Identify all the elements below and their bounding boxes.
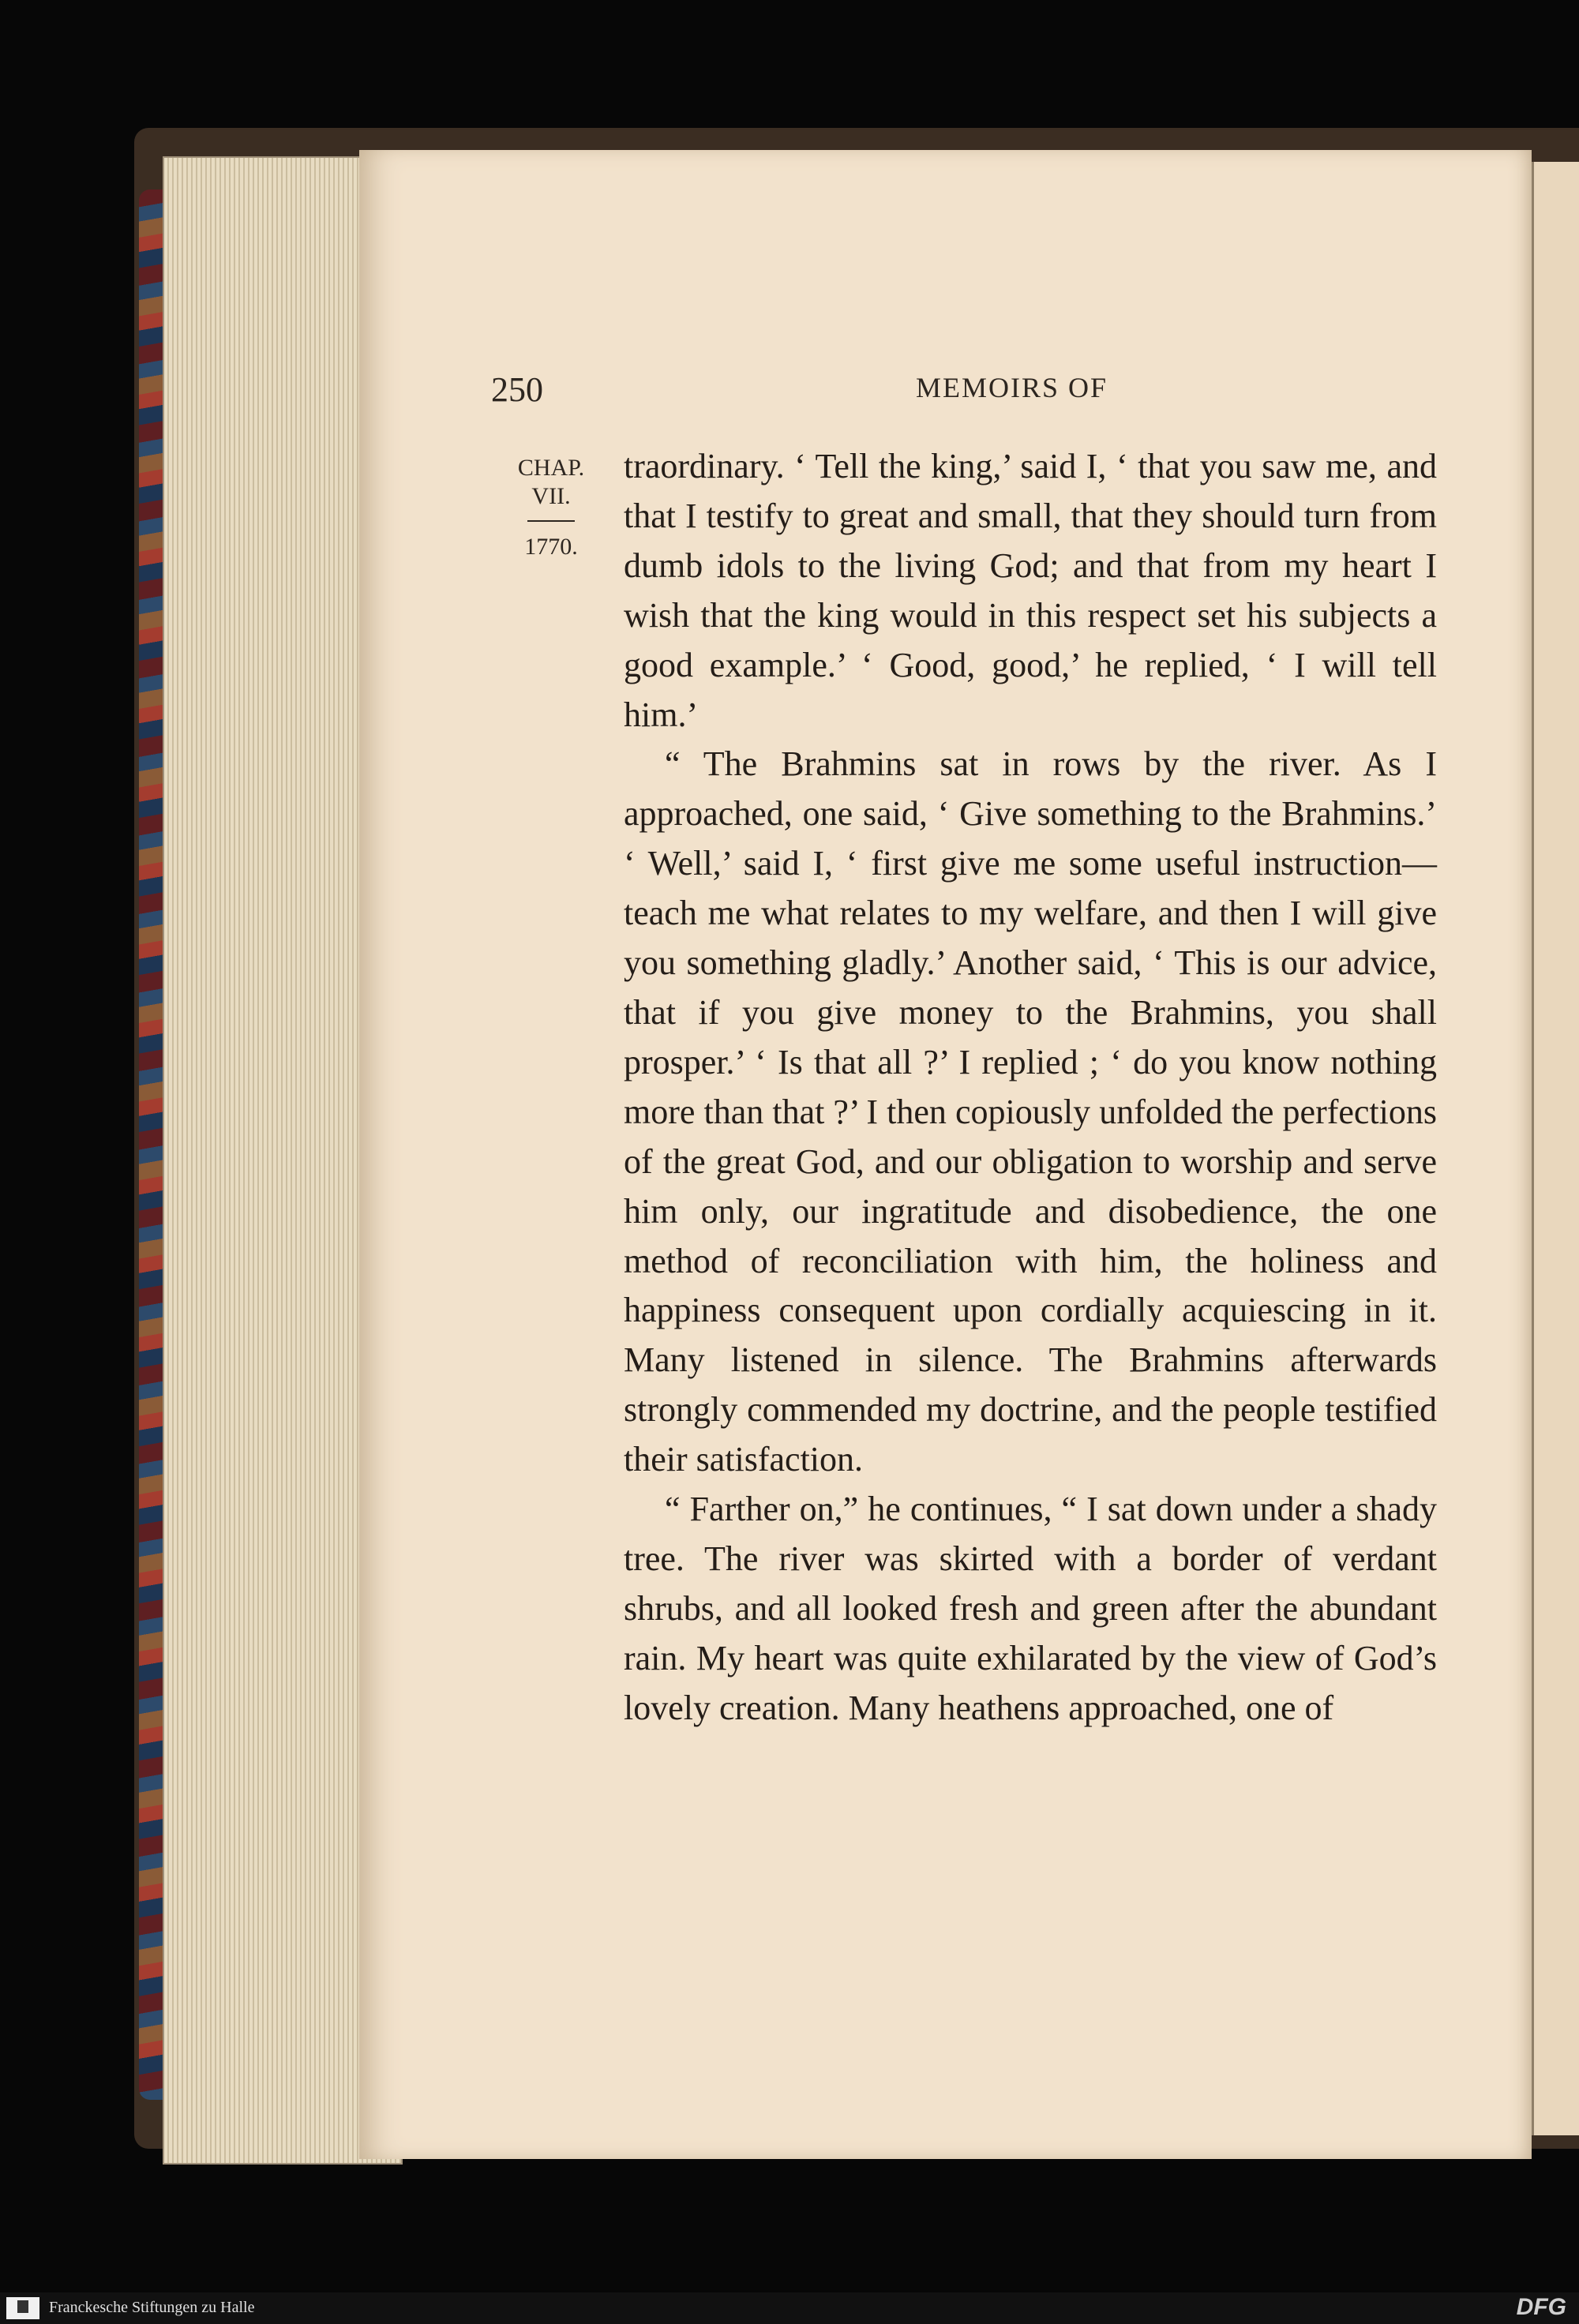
page-number: 250 [491, 370, 543, 409]
chapter-label: CHAP. [517, 455, 585, 481]
paragraph: traordinary. ‘ Tell the king,’ said I, ‘ that you saw me, and that I testify to great and small, that they should turn from dumb idols to the living God; and that from my heart I wish that the king would in this respect set his subjects a good example.’ ‘ Good, good,’ he replied, ‘ I will tell him.’ [624, 447, 1437, 734]
institution-logo-icon [6, 2297, 39, 2319]
body-text [624, 442, 1437, 1734]
dfg-badge: DFG [1516, 2294, 1566, 2320]
paragraph: “ The Brahmins sat in rows by the river. As I approached, one said, ‘ Give something to the Brahmins.’ ‘ Well,’ said I, ‘ first give me some useful instruction—teach me what relates to my welfare, and then I will give you something gladly.’ Another said, ‘ This is our advice, that if you give money to the Brahmins, you shall prosper.’ ‘ Is that all ?’ I replied ; ‘ do you know nothing more than that ?’ I then copiously unfolded the perfections of the great God, and our obligation to worship and serve him only, our ingratitude and disobedience, the one method of reconciliation with him, the holiness and happiness consequent upon cordially acquiescing in it. Many listened in silence. The Brahmins afterwards strongly commended my doctrine, and the people testified their satisfaction. [624, 744, 1437, 1479]
running-head: MEMOIRS OF [916, 372, 1108, 403]
chapter-number: VII. [531, 483, 571, 509]
facing-page-edge [1532, 162, 1579, 2135]
margin-rule [527, 520, 575, 522]
margin-note [504, 454, 598, 561]
margin-year: 1770. [524, 534, 578, 560]
footer-bar [0, 2292, 1579, 2324]
paragraph: “ Farther on,” he continues, “ I sat down under a shady tree. The river was skirted with a border of verdant shrubs, and all looked fresh and green after the abundant rain. My heart was quite exhilarated by the view of God’s lovely creation. Many heathens approached, one of [624, 1490, 1437, 1727]
institution-label: Franckesche Stiftungen zu Halle [49, 2299, 255, 2316]
